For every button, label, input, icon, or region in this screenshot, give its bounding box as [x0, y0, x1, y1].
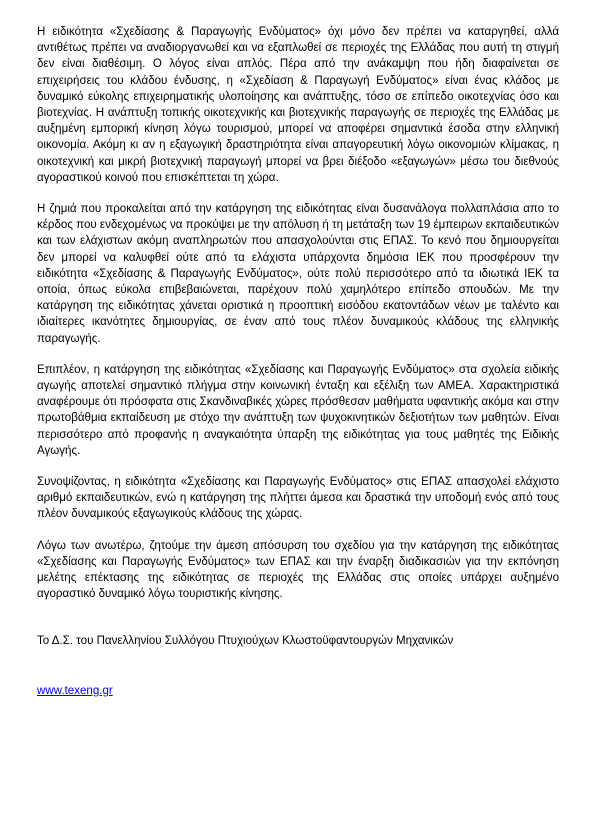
paragraph-1: Η ειδικότητα «Σχεδίασης & Παραγωγής Ενδύματος» όχι μόνο δεν πρέπει να καταργηθεί, αλλά αντιθέτως πρέπει να αναδιοργανωθεί και να εξαπλωθεί σε περιοχές της Ελλάδας που αυτή τη στιγμή δεν είναι διαθέσιμη. Ο λόγος είναι απλός. Πέρα από την ανάκαμψη που ήδη διαφαίνεται σε επιχειρήσεις του κλάδου ένδυσης, η «Σχεδίαση & Παραγωγή Ενδύματος» είναι ένας κλάδος με δυναμικό εύκολης επιχειρηματικής υλοποίησης και ανάπτυξης, τόσο σε επίπεδο οικοτεχνίας όσο και βιοτεχνίας. Η ανάπτυξη τοπικής οικοτεχνικής και βιοτεχνικής παραγωγής σε περιοχές της Ελλάδας με αυξημένη εμπορική κίνηση λόγω τουρισμού, μπορεί να αποφέρει σημαντικά έσοδα στην ελληνική οικονομία. Ακόμη κι αν η εξαγωγική δραστηριότητα είναι απαγορευτική λόγω οικονομιών κλίμακας, η οικοτεχνική και μικρή βιοτεχνική παραγωγή μπορεί να βρει διέξοδο «εξαγωγών» μέσω του διεθνούς αγοραστικού κοινού που επισκέπτεται τη χώρα.: [37, 26, 559, 184]
website-link[interactable]: www.texeng.gr: [37, 684, 113, 697]
document-body: [37, 24, 559, 699]
paragraph-5: Λόγω των ανωτέρω, ζητούμε την άμεση απόσυρση του σχεδίου για την κατάργηση της ειδικότητας «Σχεδίασης και Παραγωγής Ενδύματος» των ΕΠΑΣ και την έναρξη διαδικασιών για την εκπόνηση μελέτης επέκτασης της ειδικότητας σε περιοχές της Ελλάδας στις οποίες υπάρχει αυξημένο αγοραστικό δυναμικό λόγω τουριστικής κίνησης.: [37, 539, 559, 601]
signature-line: Το Δ.Σ. του Πανελληνίου Συλλόγου Πτυχιούχων Κλωστοϋφαντουργών Μηχανικών: [37, 634, 454, 647]
paragraph-2: Η ζημιά που προκαλείται από την κατάργηση της ειδικότητας είναι δυσανάλογα πολλαπλάσια απο το κέρδος που ενδεχομένως να προκύψει με την απόλυση ή τη μετάταξη των 19 έμπειρων εκπαιδευτικών και των ελάχιστων ακόμη αναπληρωτών που απασχολούνται στις ΕΠΑΣ. Το κενό που δημιουργείται δεν μπορεί να καλυφθεί ούτε από τα ελάχιστα υπάρχοντα δημόσια ΙΕΚ που προσφέρουν την ειδικότητα «Σχεδίασης & Παραγωγής Ενδύματος», ούτε πολύ περισσότερο από τα ιδιωτικά ΙΕΚ τα οποία, όπως εύκολα επιβεβαιώνεται, παρέχουν πολύ χαμηλότερο επίπεδο σπουδών. Με την κατάργηση της ειδικότητας χάνεται οριστικά η προοπτική εισόδου εκατοντάδων νέων με ταλέντο και ιδιαίτερες ικανότητες δημιουργίας, σε έναν από τους πλέον δυναμικούς κλάδους της ελληνικής παραγωγής.: [37, 203, 559, 345]
paragraph-3: Επιπλέον, η κατάργηση της ειδικότητας «Σχεδίασης και Παραγωγής Ενδύματος» στα σχολεία ειδικής αγωγής αποτελεί σημαντικό πλήγμα στην κοινωνική ένταξη και εξέλιξη των ΑΜΕΑ. Χαρακτηριστικά αναφέρουμε ότι πρόσφατα στις Σκανδιναβικές χώρες πρόσθεσαν μαθήματα υφαντικής ακόμα και στην πρωτοβάθμια εκπαίδευση με στόχο την ανάπτυξη των ψυχοκινητικών δεξιοτήτων των μαθητών. Είναι περισσότερο από προφανής η αναγκαιότητα ύπαρξη της ειδικότητας για τους μαθητές της Ειδικής Αγωγής.: [37, 363, 559, 457]
paragraph-4: Συνοψίζοντας, η ειδικότητα «Σχεδίασης και Παραγωγής Ενδύματος» στις ΕΠΑΣ απασχολεί ελάχιστο αριθμό εκπαιδευτικών, ενώ η κατάργηση της πλήττει άμεσα και δραστικά την υποδομή ενός από τους πλέον δυναμικούς εξαγωγικούς κλάδους της χώρας.: [37, 476, 559, 521]
